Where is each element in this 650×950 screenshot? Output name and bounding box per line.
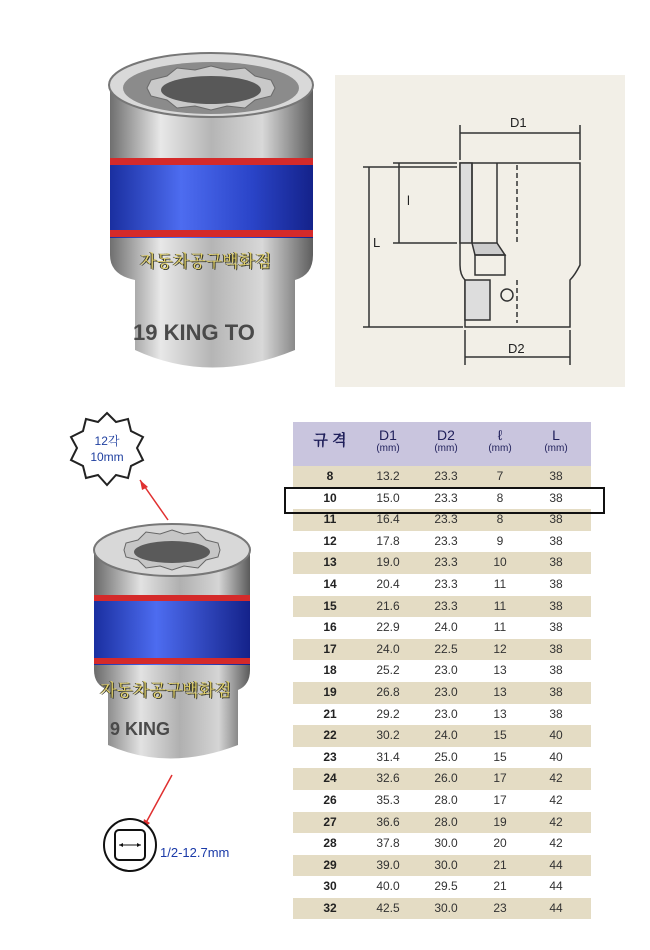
table-row [293, 768, 591, 790]
table-cell: 8 [496, 490, 504, 505]
table-cell: 30.0 [434, 857, 458, 872]
table-cell: 38 [549, 490, 563, 505]
header-d1: D1 (mm) [376, 427, 400, 454]
badge-points: 12각 [94, 434, 120, 448]
table-cell: 18 [323, 663, 337, 678]
socket-cross-section-diagram [335, 75, 625, 387]
table-cell: 13 [323, 555, 337, 570]
label-d1: D1 [510, 115, 527, 130]
table-row [293, 531, 591, 553]
table-cell: 10 [493, 555, 507, 570]
table-cell: 23.3 [434, 576, 458, 591]
table-cell: 30 [323, 879, 337, 894]
table-cell: 17.8 [376, 533, 400, 548]
watermark-top: 자동차공구백화점 [140, 252, 272, 272]
table-cell: 38 [549, 684, 563, 699]
table-row [293, 747, 591, 769]
table-row [293, 725, 591, 747]
table-cell: 29.5 [434, 879, 458, 894]
table-row [293, 617, 591, 639]
table-cell: 38 [549, 620, 563, 635]
table-cell: 24.0 [376, 641, 400, 656]
table-cell: 13 [493, 706, 507, 721]
table-row [293, 466, 591, 488]
table-cell: 26.8 [376, 684, 400, 699]
socket-small-illustration [88, 510, 258, 770]
table-cell: 38 [549, 706, 563, 721]
table-row [293, 639, 591, 661]
table-cell: 38 [549, 469, 563, 483]
table-row [293, 812, 591, 834]
table-cell: 15.0 [376, 490, 400, 505]
table-cell: 21 [323, 706, 337, 721]
table-cell: 17 [493, 771, 507, 786]
table-cell: 22 [323, 728, 337, 743]
table-cell: 17 [493, 792, 507, 807]
socket-marking-large: 19 KING TO [133, 320, 255, 345]
table-row [293, 596, 591, 618]
table-cell: 23.3 [434, 512, 458, 527]
table-cell: 20.4 [376, 576, 400, 591]
table-row [293, 790, 591, 812]
table-cell: 38 [549, 598, 563, 613]
table-header [293, 422, 591, 466]
table-cell: 11 [323, 512, 337, 527]
header-d2: D2 (mm) [434, 427, 458, 454]
table-row [293, 876, 591, 898]
table-cell: 11 [493, 598, 507, 613]
table-cell: 36.6 [376, 814, 400, 829]
table-body [293, 466, 591, 919]
table-cell: 7 [496, 469, 504, 483]
table-cell: 38 [549, 533, 563, 548]
table-cell: 23.3 [434, 490, 458, 505]
table-cell: 39.0 [376, 857, 400, 872]
table-row [293, 682, 591, 704]
table-cell: 32.6 [376, 771, 400, 786]
table-cell: 21 [493, 857, 507, 872]
table-cell: 44 [549, 879, 563, 894]
drive-size-label: 1/2-12.7mm [160, 845, 230, 860]
table-cell: 38 [549, 576, 563, 591]
table-cell: 37.8 [376, 836, 400, 851]
table-cell: 14 [323, 576, 337, 591]
table-cell: 23.0 [434, 663, 458, 678]
table-cell: 38 [549, 512, 563, 527]
table-cell: 42 [549, 814, 563, 829]
table-cell: 11 [493, 620, 507, 635]
table-cell: 17 [323, 641, 337, 656]
watermark-bottom: 자동차공구백화점 [100, 681, 232, 701]
table-row [293, 898, 591, 920]
table-cell: 21 [493, 879, 507, 894]
table-cell: 25.2 [376, 663, 400, 678]
table-cell: 29.2 [376, 706, 400, 721]
socket-photo-large [95, 40, 325, 385]
table-cell: 13.2 [376, 469, 400, 483]
label-l-small: l [407, 193, 410, 208]
table-cell: 12 [323, 533, 337, 548]
table-cell: 24 [323, 771, 337, 786]
label-d2: D2 [508, 341, 525, 356]
socket-large-illustration [95, 40, 325, 385]
table-cell: 42.5 [376, 900, 400, 915]
table-cell: 21.6 [376, 598, 400, 613]
table-cell: 11 [493, 576, 507, 591]
table-cell: 23.3 [434, 555, 458, 570]
socket-photo-small [88, 510, 258, 770]
table-cell: 13 [493, 663, 507, 678]
technical-drawing [335, 75, 625, 387]
table-cell: 29 [323, 857, 337, 872]
table-cell: 23.0 [434, 684, 458, 699]
table-cell: 15 [493, 749, 507, 764]
table-cell: 24.0 [434, 620, 458, 635]
header-size: 규 격 [313, 432, 347, 449]
table-cell: 40 [549, 749, 563, 764]
table-row [293, 552, 591, 574]
socket-marking-small: 9 KING [110, 719, 171, 739]
table-cell: 19.0 [376, 555, 400, 570]
table-cell: 16 [323, 620, 337, 635]
table-cell: 22.5 [434, 641, 458, 656]
table-cell: 42 [549, 836, 563, 851]
header-l-big: L (mm) [544, 427, 568, 454]
table-cell: 44 [549, 857, 563, 872]
table-cell: 38 [549, 641, 563, 656]
table-row [293, 833, 591, 855]
table-cell: 23 [493, 900, 507, 915]
table-cell: 23.3 [434, 598, 458, 613]
table-cell: 9 [496, 533, 504, 548]
selected-row-frame [284, 487, 605, 514]
table-cell: 8 [496, 512, 504, 527]
table-cell: 30.2 [376, 728, 400, 743]
table-cell: 23.3 [434, 469, 458, 483]
table-row [293, 704, 591, 726]
badge-size: 10mm [90, 450, 124, 464]
table-cell: 28 [323, 836, 337, 851]
table-cell: 28.0 [434, 792, 458, 807]
table-row [293, 855, 591, 877]
table-cell: 42 [549, 792, 563, 807]
square-drive-icon [102, 815, 162, 875]
table-cell: 35.3 [376, 792, 400, 807]
table-cell: 44 [549, 900, 563, 915]
table-cell: 32 [323, 900, 337, 915]
table-cell: 23.0 [434, 706, 458, 721]
table-cell: 38 [549, 555, 563, 570]
table-cell: 19 [493, 814, 507, 829]
table-cell: 28.0 [434, 814, 458, 829]
table-cell: 30.0 [434, 836, 458, 851]
table-cell: 30.0 [434, 900, 458, 915]
table-row [293, 660, 591, 682]
table-cell: 27 [323, 814, 337, 829]
table-cell: 12 [493, 641, 507, 656]
table-cell: 8 [326, 469, 334, 483]
table-cell: 10 [323, 490, 337, 505]
table-cell: 13 [493, 684, 507, 699]
table-cell: 15 [493, 728, 507, 743]
table-cell: 38 [549, 663, 563, 678]
table-cell: 15 [323, 598, 337, 613]
table-cell: 22.9 [376, 620, 400, 635]
table-cell: 42 [549, 771, 563, 786]
table-cell: 19 [323, 684, 337, 699]
table-cell: 16.4 [376, 512, 400, 527]
table-cell: 23.3 [434, 533, 458, 548]
table-cell: 40.0 [376, 879, 400, 894]
table-cell: 24.0 [434, 728, 458, 743]
table-cell: 25.0 [434, 749, 458, 764]
table-cell: 31.4 [376, 749, 400, 764]
table-row [293, 574, 591, 596]
table-cell: 40 [549, 728, 563, 743]
table-cell: 20 [493, 836, 507, 851]
label-l-big: L [373, 235, 381, 250]
drive-size-badge [102, 815, 162, 875]
table-cell: 26.0 [434, 771, 458, 786]
table-cell: 26 [323, 792, 337, 807]
header-l-small: ℓ (mm) [488, 427, 512, 454]
table-cell: 23 [323, 749, 337, 764]
